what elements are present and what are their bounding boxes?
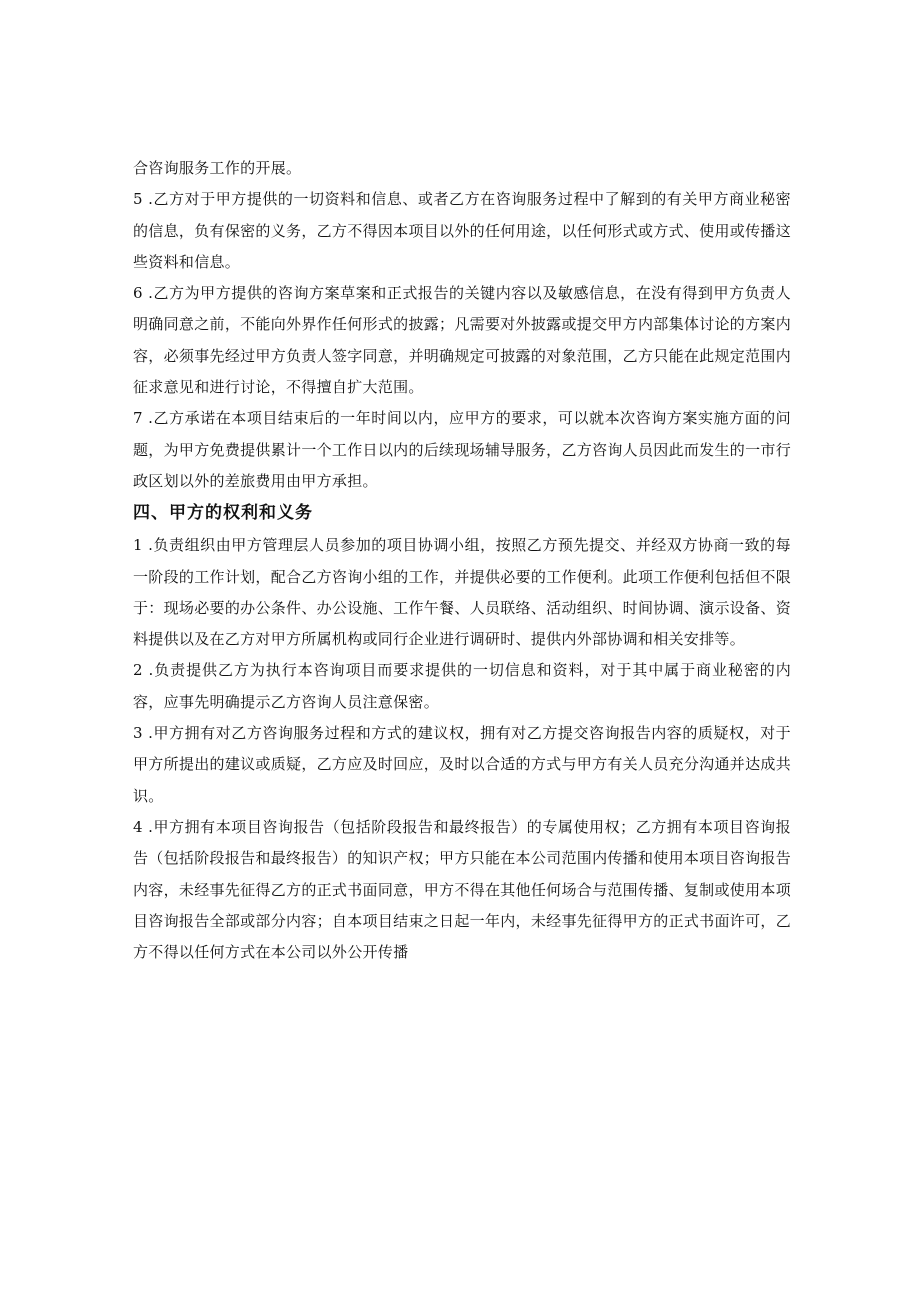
paragraph-item-5: 5 .乙方对于甲方提供的一切资料和信息、或者乙方在咨询服务过程中了解到的有关甲方商业秘密的信息，负有保密的义务，乙方不得因本项目以外的任何用途，以任何形式或方式、使用或传播这些资料和信息。 — [133, 190, 791, 271]
paragraph-item-3: 3 .甲方拥有对乙方咨询服务过程和方式的建议权，拥有对乙方提交咨询报告内容的质疑权，对于甲方所提出的建议或质疑，乙方应及时回应，及时以合适的方式与甲方有关人员充分沟通并达成共识。 — [133, 724, 791, 805]
section-heading: 四、甲方的权利和义务 — [133, 503, 313, 524]
paragraph-item-6: 6 .乙方为甲方提供的咨询方案草案和正式报告的关键内容以及敏感信息，在没有得到甲方负责人明确同意之前，不能向外界作任何形式的披露；凡需要对外披露或提交甲方内部集体讨论的方案内容，必须事先经过甲方负责人签字同意，并明确规定可披露的对象范围，乙方只能在此规定范围内征求意见和进行讨论，不得擅自扩大范围。 — [133, 284, 791, 397]
paragraph-item-2: 2 .负责提供乙方为执行本咨询项目而要求提供的一切信息和资料，对于其中属于商业秘密的内容，应事先明确提示乙方咨询人员注意保密。 — [133, 661, 791, 711]
paragraph-item-1: 1 .负责组织由甲方管理层人员参加的项目协调小组，按照乙方预先提交、并经双方协商一致的每一阶段的工作计划，配合乙方咨询小组的工作，并提供必要的工作便利。此项工作便利包括但不限于：现场必要的办公条件、办公设施、工作午餐、人员联络、活动组织、时间协调、演示设备、资料提供以及在乙方对甲方所属机构或同行企业进行调研时、提供内外部协调和相关安排等。 — [133, 536, 791, 649]
paragraph-item-7: 7 .乙方承诺在本项目结束后的一年时间以内，应甲方的要求，可以就本次咨询方案实施方面的问题，为甲方免费提供累计一个工作日以内的后续现场辅导服务，乙方咨询人员因此而发生的一市行政区划以外的差旅费用由甲方承担。 — [133, 409, 791, 490]
paragraph-item-4: 4 .甲方拥有本项目咨询报告（包括阶段报告和最终报告）的专属使用权；乙方拥有本项目咨询报告（包括阶段报告和最终报告）的知识产权；甲方只能在本公司范围内传播和使用本项目咨询报告内容，未经事先征得乙方的正式书面同意，甲方不得在其他任何场合与范围传播、复制或使用本项目咨询报告全部或部分内容；自本项目结束之日起一年内，未经事先征得甲方的正式书面许可，乙方不得以任何方式在本公司以外公开传播 — [133, 817, 791, 962]
paragraph-continuation: 合咨询服务工作的开展。 — [133, 159, 302, 177]
document-body — [133, 153, 791, 968]
